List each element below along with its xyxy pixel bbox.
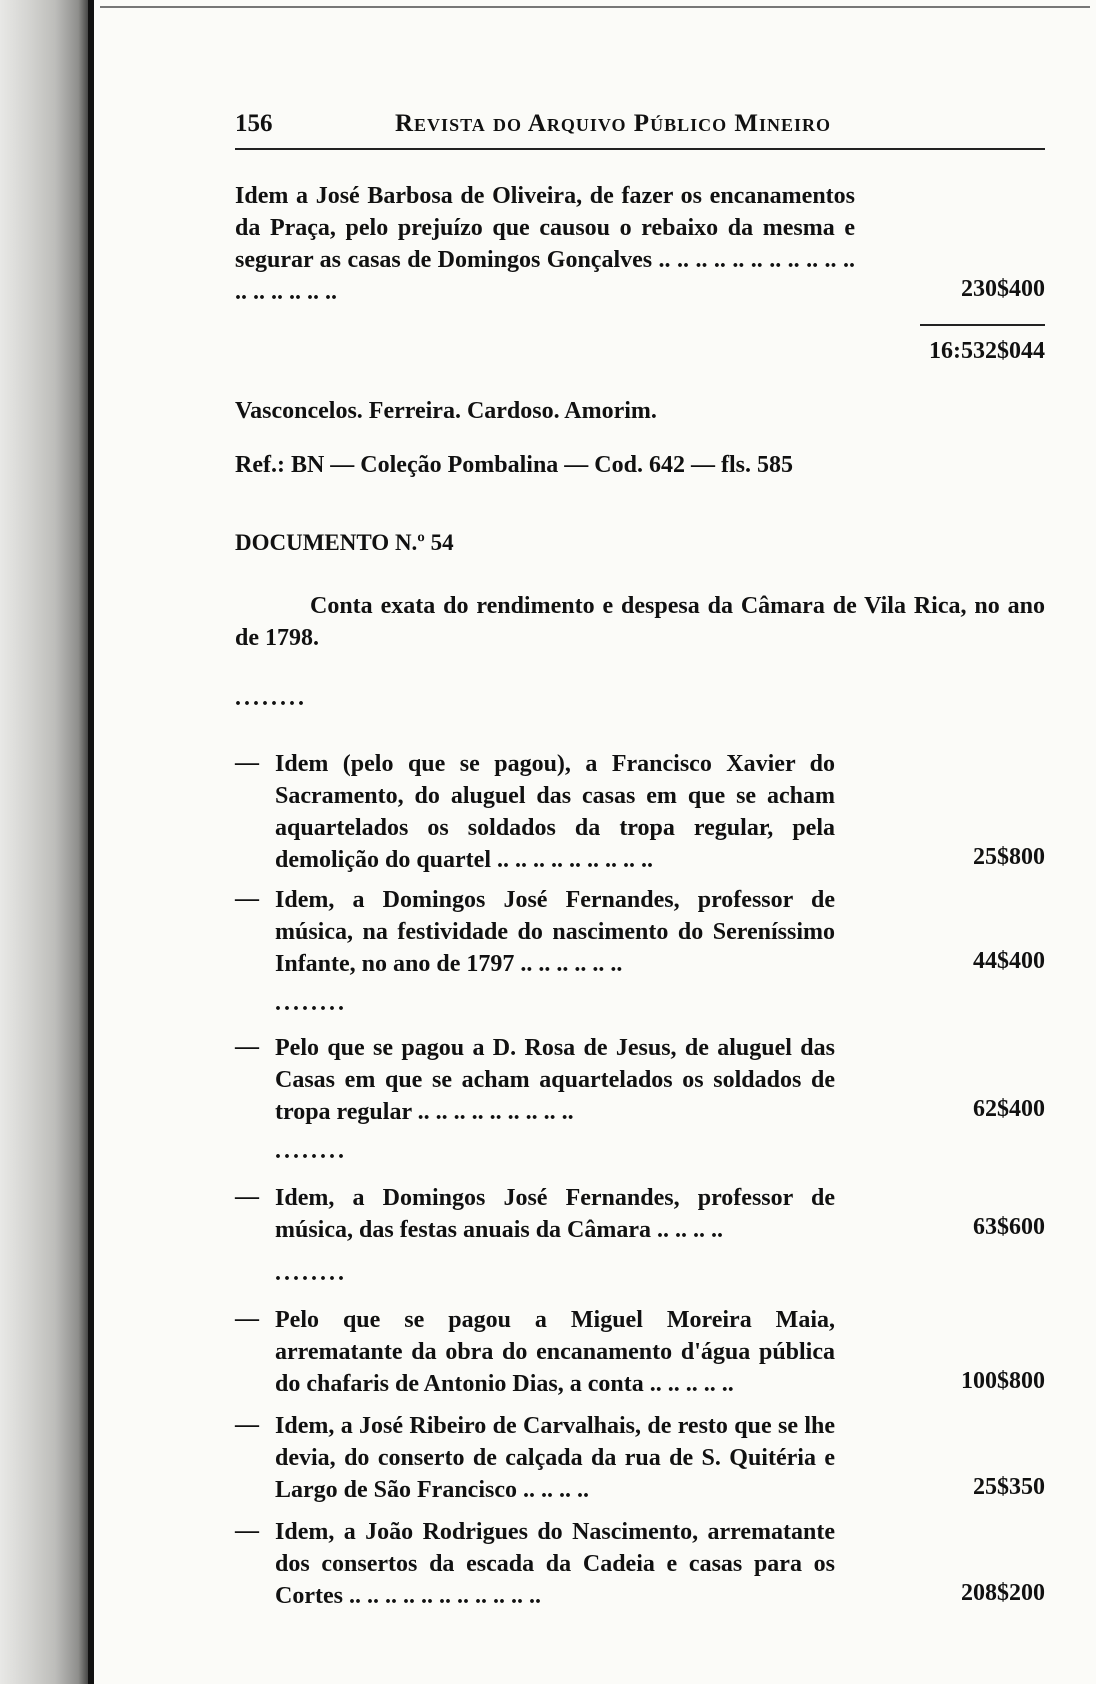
item-amount: 62$400 — [973, 1096, 1045, 1122]
header-rule — [235, 148, 1045, 150]
sum-rule — [920, 324, 1045, 326]
scan-top-edge — [100, 6, 1090, 8]
intro-item-text: Idem a José Barbosa de Oliveira, de fazer os encanamentos da Praça, pelo prejuízo que causou o rebaixo da mesma e segurar as casas de Domingos Gonçalves .. .. .. .. .. .. .. .. .. .. .. .. .. .. .. .. .. — [235, 183, 855, 305]
journal-title: Revista do Arquivo Público Mineiro — [395, 110, 831, 137]
item-text: Idem, a Domingos José Fernandes, professor de música, na festividade do nascimento do Sereníssimo Infante, no ano de 1797 .. .. .. .. .. .. — [275, 887, 835, 977]
item-dash: — — [235, 1034, 259, 1060]
item-dash: — — [235, 886, 259, 912]
item-text: Pelo que se pagou a D. Rosa de Jesus, de aluguel das Casas em que se acham aquartelados os soldados de tropa regular .. .. .. .. .. .. .. .. .. — [275, 1035, 835, 1125]
item-text: Idem (pelo que se pagou), a Francisco Xavier do Sacramento, do aluguel das casas em que se acham aquartelados os soldados da tropa regular, pela demolição do quartel .. .. .. .. .. .. .. .. .. — [275, 751, 835, 873]
item-text: Idem, a José Ribeiro de Carvalhais, de resto que se lhe devia, do conserto de calçada da rua de S. Quitéria e Largo de São Francisco .. .. .. .. — [275, 1413, 835, 1503]
ellipsis: ........ — [275, 990, 347, 1016]
ellipsis: ........ — [235, 685, 307, 711]
ellipsis: ........ — [275, 1260, 347, 1286]
document-heading: DOCUMENTO N.º 54 — [235, 530, 454, 555]
item-dash: — — [235, 1184, 259, 1210]
reference: Ref.: BN — Coleção Pombalina — Cod. 642 — fls. 585 — [235, 452, 793, 478]
item-amount: 25$800 — [973, 844, 1045, 870]
item-amount: 208$200 — [961, 1580, 1045, 1606]
item-amount: 44$400 — [973, 948, 1045, 974]
running-header — [235, 110, 1045, 146]
item-dash: — — [235, 1518, 259, 1544]
item-amount: 100$800 — [961, 1368, 1045, 1394]
intro-item-amount: 230$400 — [961, 276, 1045, 302]
item-dash: — — [235, 1306, 259, 1332]
item-text: Pelo que se pagou a Miguel Moreira Maia, arrematante da obra do encanamento d'água pública do chafaris de Antonio Dias, a conta .. .. .. .. .. — [275, 1307, 835, 1397]
scan-binding-shadow — [88, 0, 94, 1684]
item-text: Idem, a Domingos José Fernandes, professor de música, das festas anuais da Câmara .. .. .. .. — [275, 1185, 835, 1243]
document-title: Conta exata do rendimento e despesa da Câmara de Vila Rica, no ano de 1798. — [235, 593, 1045, 651]
page-number: 156 — [235, 110, 273, 137]
signatures: Vasconcelos. Ferreira. Cardoso. Amorim. — [235, 398, 657, 424]
item-text: Idem, a João Rodrigues do Nascimento, arrematante dos consertos da escada da Cadeia e casas para os Cortes .. .. .. .. .. .. .. .. .. .. .. — [275, 1519, 835, 1609]
total-amount: 16:532$044 — [929, 338, 1045, 364]
item-amount: 63$600 — [973, 1214, 1045, 1240]
item-dash: — — [235, 1412, 259, 1438]
scan-page-edge — [0, 0, 92, 1684]
ellipsis: ........ — [275, 1138, 347, 1164]
item-amount: 25$350 — [973, 1474, 1045, 1500]
item-dash: — — [235, 750, 259, 776]
